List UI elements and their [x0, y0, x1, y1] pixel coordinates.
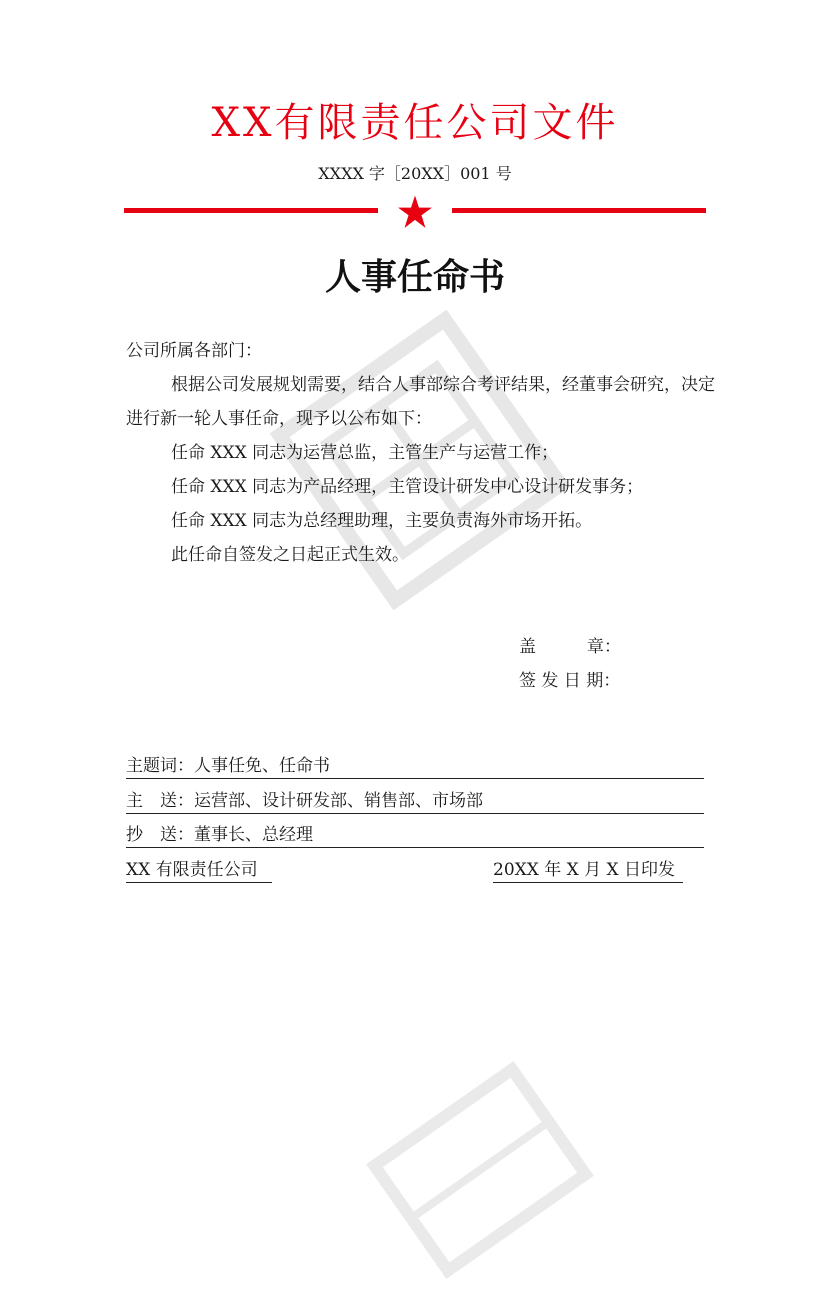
appointment-item: 任命 XXX 同志为总经理助理，主要负责海外市场开拓。: [171, 511, 593, 531]
row-underline: [126, 847, 704, 848]
closing-statement: 此任命自签发之日起正式生效。: [171, 545, 409, 565]
body-paragraph: 根据公司发展规划需要，结合人事部综合考评结果，经董事会研究，决定进行新一轮人事任命，现予以公布如下：: [126, 375, 715, 429]
row-underline: [126, 813, 704, 814]
main-recipients-text: 主 送：运营部、设计研发部、销售部、市场部: [126, 791, 483, 811]
company-title: XX有限责任公司文件: [211, 100, 619, 146]
issuer-text: XX 有限责任公司: [126, 860, 258, 880]
keywords-text: 主题词：人事任免、任命书: [126, 756, 330, 776]
document-title: 人事任命书: [324, 257, 505, 298]
issue-date-label: 签 发 日 期：: [519, 671, 621, 691]
row-underline: [126, 778, 704, 779]
seal-label: 盖 章：: [519, 637, 621, 657]
appointment-item: 任命 XXX 同志为产品经理，主管设计研发中心设计研发事务；: [171, 477, 644, 497]
watermark-icon: [352, 1047, 608, 1293]
row-underline: [126, 882, 272, 883]
header-divider-right: [452, 208, 706, 213]
header-divider-left: [124, 208, 378, 213]
star-icon: [397, 194, 433, 230]
salutation: 公司所属各部门：: [126, 341, 262, 361]
cc-recipients-text: 抄 送：董事长、总经理: [126, 825, 313, 845]
appointment-item: 任命 XXX 同志为运营总监，主管生产与运营工作；: [171, 443, 559, 463]
print-date-text: 20XX 年 X 月 X 日印发: [493, 860, 676, 880]
row-underline: [493, 882, 683, 883]
document-number: XXXX 字［20XX］001 号: [318, 164, 512, 183]
